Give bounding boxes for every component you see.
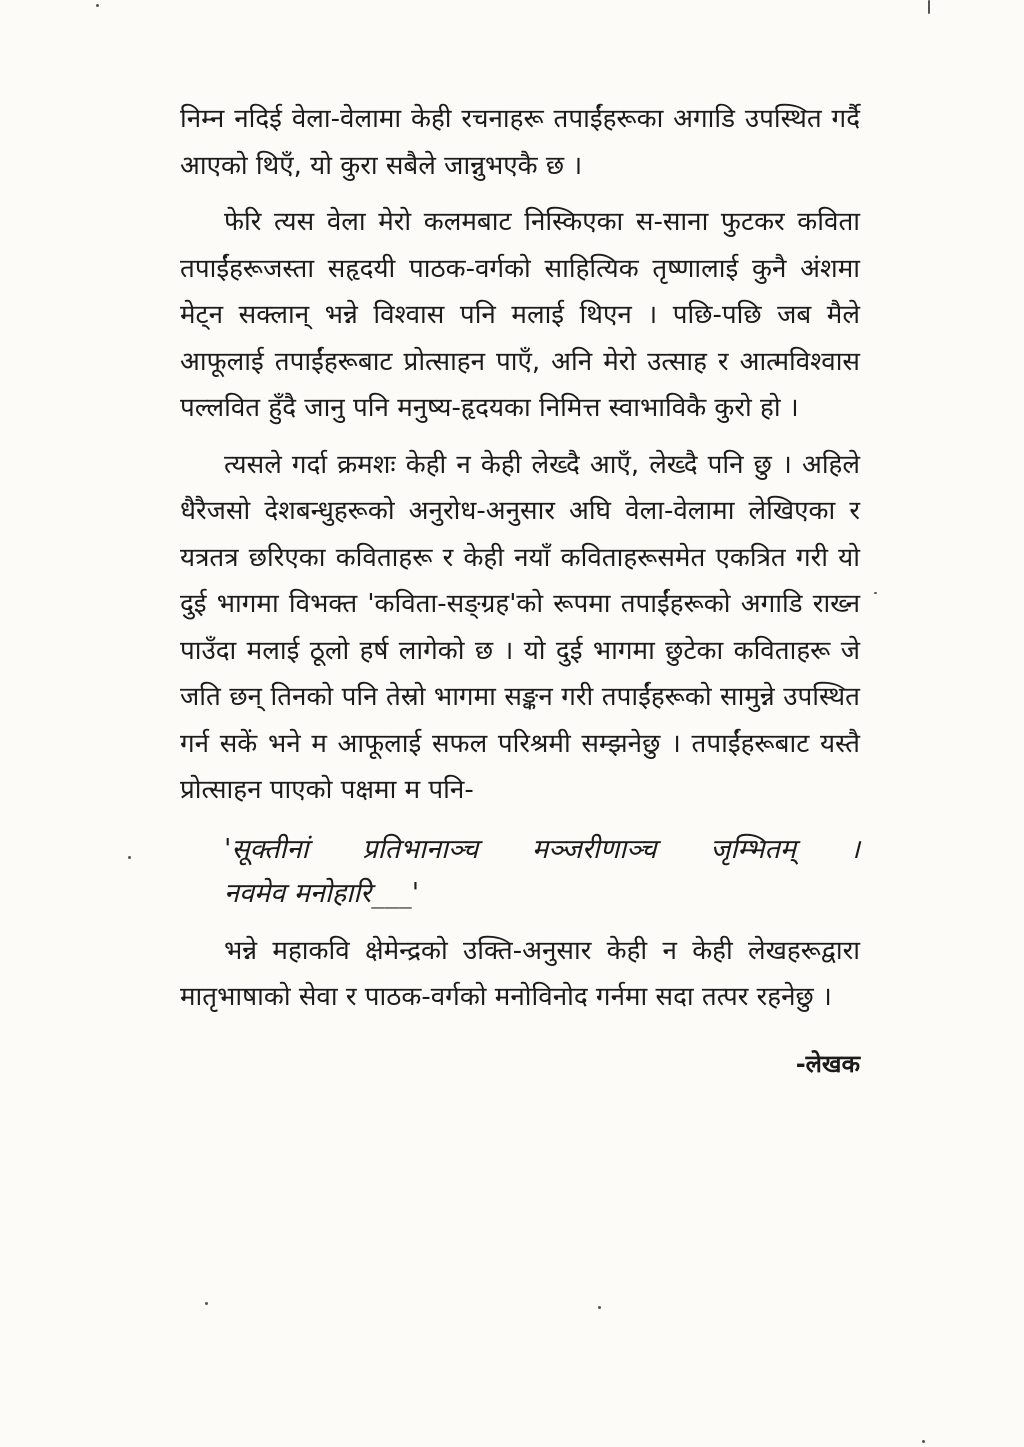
scan-speck (928, 0, 930, 14)
scan-speck (128, 856, 131, 859)
quote-word: । (849, 833, 860, 865)
author-signature: -लेखक (795, 1049, 860, 1078)
scan-speck (598, 1306, 601, 1309)
quote-line-2: नवमेव मनोहारि___' (224, 877, 420, 909)
quote-word: 'सूक्तीनां (224, 833, 309, 865)
scan-speck (922, 1440, 925, 1443)
quote-word: प्रतिभानाञ्च (362, 833, 479, 865)
paragraph-third: त्यसले गर्दा क्रमशः केही न केही लेख्दै आएँ, लेख्दै पनि छु । अहिले धैरैजसो देशबन्धुहरूको अनुरोध-अनुसार अघि वेला-वेलामा लेखिएका र यत्रतत्र छरिएका कविताहरू र केही नयाँ कविताहरूसमेत एकत्रित गरी यो दुई भागमा विभक्त 'कविता-सङ्ग्रह'को रूपमा तपाईंहरूको अगाडि राख्न पाउँदा मलाई ठूलो हर्ष लागेको छ । यो दुई भागमा छुटेका कविताहरू जे जति छन् तिनको पनि तेस्रो भागमा सङ्कन गरी तपाईंहरूको सामुन्ने उपस्थित गर्न सकें भने म आफूलाई सफल परिश्रमी सम्झनेछु । तपाईंहरूबाट यस्तै प्रोत्साहन पाएको पक्षमा म पनि- (180, 449, 860, 805)
paragraph-second: फेरि त्यस वेला मेरो कलमबाट निस्किएका स-साना फुटकर कविता तपाईंहरूजस्ता सहृदयी पाठक-वर्गको साहित्यिक तृष्णालाई कुनै अंशमा मेट्न सक्लान् भन्ने विश्वास पनि मलाई थिएन । पछि-पछि जब मैले आफूलाई तपाईंहरूबाट प्रोत्साहन पाएँ, अनि मेरो उत्साह र आत्मविश्वास पल्लवित हुँदै जानु पनि मनुष्य-हृदयका निमित्त स्वाभाविकै कुरो हो । (180, 207, 860, 423)
scan-speck (874, 592, 877, 594)
paragraph-closing: भन्ने महाकवि क्षेमेन्द्रको उक्ति-अनुसार केही न केही लेखहरूद्वारा मातृभाषाको सेवा र पाठक-वर्गको मनोविनोद गर्नमा सदा तत्पर रहनेछु । (180, 935, 860, 1012)
quote-line-1 (224, 828, 860, 872)
quote-word: मञ्जरीणाञ्च (532, 833, 657, 865)
scan-speck (96, 4, 99, 7)
sanskrit-quote (224, 828, 860, 916)
quote-word: जृम्भितम् (710, 833, 796, 865)
paragraph-intro-continuation: निम्न नदिई वेला-वेलामा केही रचनाहरू तपाईंहरूका अगाडि उपस्थित गर्दै आएको थिएँ, यो कुरा सबैले जान्नुभएकै छ । (180, 104, 860, 181)
document-body (180, 96, 860, 1080)
scan-speck (205, 1302, 208, 1305)
